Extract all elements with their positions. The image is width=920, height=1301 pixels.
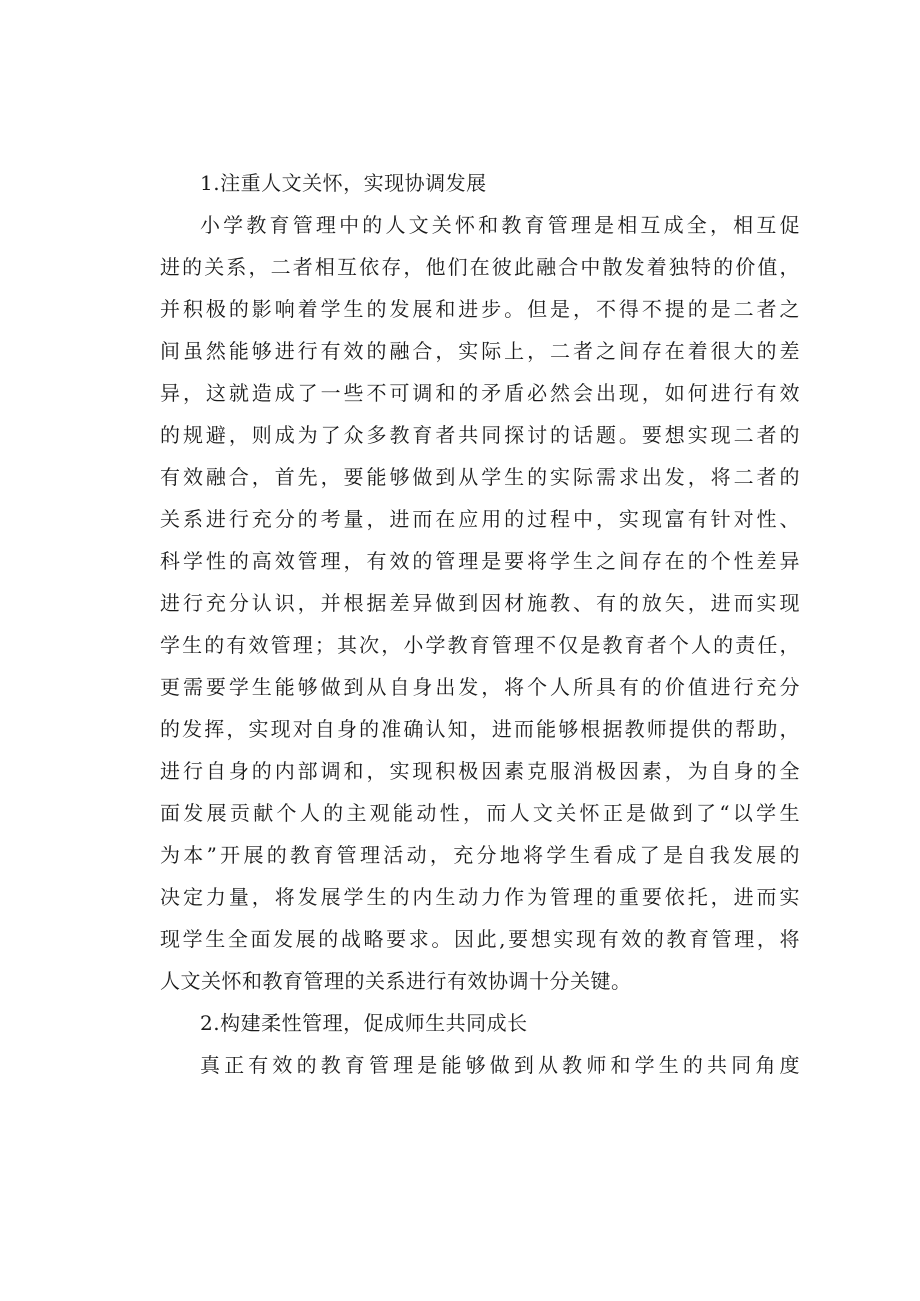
section-heading-2: 2.构建柔性管理，促成师生共同成长 (200, 1011, 528, 1035)
section-paragraph-2 (160, 1044, 800, 1086)
paragraph-line: 更需要学生能够做到从自身出发，将个人所具有的价值进行充分 (160, 675, 800, 699)
document-body (160, 162, 800, 1086)
paragraph-line: 的规避，则成为了众多教育者共同探讨的话题。要想实现二者的 (160, 423, 800, 447)
paragraph-line: 的发挥，实现对自身的准确认知，进而能够根据教师提供的帮助， (160, 717, 800, 741)
paragraph-line: 决定力量，将发展学生的内生动力作为管理的重要依托，进而实 (160, 885, 800, 909)
paragraph-line: 进行充分认识，并根据差异做到因材施教、有的放矢，进而实现 (160, 591, 800, 615)
paragraph-line: 为本”开展的教育管理活动，充分地将学生看成了是自我发展的 (160, 843, 800, 867)
paragraph-line: 关系进行充分的考量，进而在应用的过程中，实现富有针对性、 (160, 507, 800, 531)
paragraph-line: 面发展贡献个人的主观能动性，而人文关怀正是做到了“以学生 (160, 801, 800, 825)
paragraph-line: 进行自身的内部调和，实现积极因素克服消极因素，为自身的全 (160, 759, 800, 783)
section-paragraph-1 (160, 204, 800, 1002)
paragraph-line: 进的关系，二者相互依存，他们在彼此融合中散发着独特的价值， (160, 255, 800, 279)
paragraph-line: 并积极的影响着学生的发展和进步。但是，不得不提的是二者之 (160, 297, 800, 321)
paragraph-line: 小学教育管理中的人文关怀和教育管理是相互成全，相互促 (200, 213, 800, 237)
paragraph-line: 真正有效的教育管理是能够做到从教师和学生的共同角度 (200, 1053, 800, 1077)
section-heading-1: 1.注重人文关怀，实现协调发展 (200, 171, 487, 195)
paragraph-line: 人文关怀和教育管理的关系进行有效协调十分关键。 (160, 969, 632, 993)
paragraph-line: 学生的有效管理；其次，小学教育管理不仅是教育者个人的责任， (160, 633, 800, 657)
paragraph-line: 现学生全面发展的战略要求。因此,要想实现有效的教育管理，将 (160, 927, 800, 951)
paragraph-line: 有效融合，首先，要能够做到从学生的实际需求出发，将二者的 (160, 465, 800, 489)
paragraph-line: 异，这就造成了一些不可调和的矛盾必然会出现，如何进行有效 (160, 381, 800, 405)
paragraph-line: 间虽然能够进行有效的融合，实际上，二者之间存在着很大的差 (160, 339, 800, 363)
paragraph-line: 科学性的高效管理，有效的管理是要将学生之间存在的个性差异 (160, 549, 800, 573)
